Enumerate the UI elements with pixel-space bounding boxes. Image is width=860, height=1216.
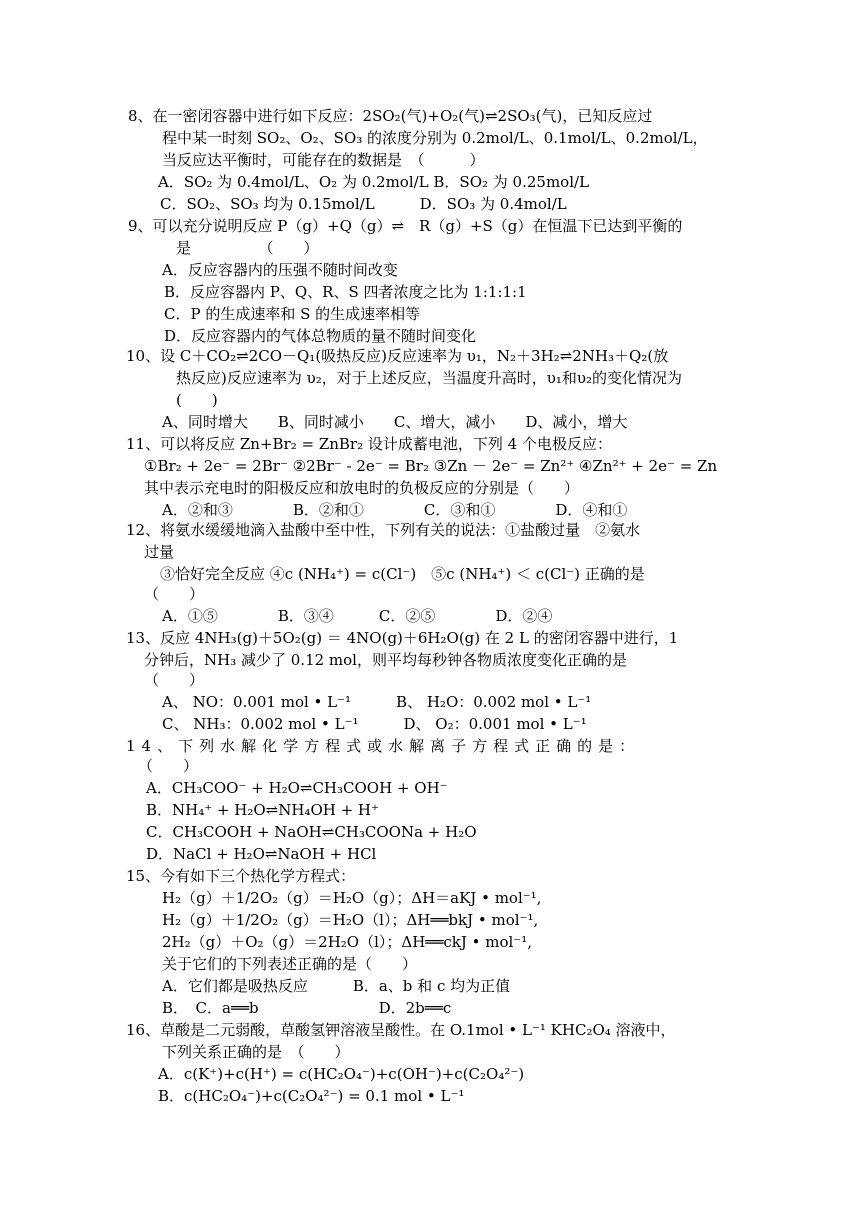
question-16-stem: 16、草酸是二元弱酸，草酸氢钾溶液呈酸性。在 O.1mol • L⁻¹ KHC₂O₄ 溶液中， bbox=[126, 1021, 676, 1039]
question-12-stem-cont: 过量 bbox=[144, 543, 175, 561]
question-9-stem-cont: 是 （ ） bbox=[176, 239, 319, 257]
question-15-equation-3: 2H₂（g）＋O₂（g）＝2H₂O（l）；ΔH══ckJ • mol⁻¹, bbox=[162, 933, 532, 951]
question-12-options: A．①⑤ B．③④ C．②⑤ D．②④ bbox=[162, 607, 553, 625]
question-14-stem: 14、下列水解化学方程式或水解离子方程式正确的是： bbox=[126, 737, 641, 755]
question-15-stem: 15、今有如下三个热化学方程式： bbox=[126, 867, 356, 885]
question-8-stem-cont: 当反应达平衡时，可能存在的数据是 （ ） bbox=[162, 151, 485, 169]
question-8-stem: 8、在一密闭容器中进行如下反应：2SO₂(气)+O₂(气)⇌2SO₃(气)，已知反应过 bbox=[128, 107, 653, 125]
question-13-stem: 13、反应 4NH₃(g)＋5O₂(g) ＝ 4NO(g)＋6H₂O(g) 在 2 L 的密闭容器中进行，1 bbox=[126, 629, 679, 647]
question-13-stem-cont: （ ） bbox=[144, 671, 205, 689]
question-15-equation-1: H₂（g）＋1/2O₂（g）＝H₂O（g）；ΔH＝aKJ • mol⁻¹, bbox=[162, 889, 542, 907]
question-13-options: C、 NH₃：0.002 mol • L⁻¹ D、 O₂：0.001 mol • L⁻¹ bbox=[162, 715, 587, 733]
question-9-option-c: C．P 的生成速率和 S 的生成速率相等 bbox=[164, 305, 421, 323]
question-9-stem: 9、可以充分说明反应 P（g）+Q（g）⇌ R（g）+S（g）在恒温下已达到平衡的 bbox=[128, 217, 683, 235]
question-13-stem-cont: 分钟后，NH₃ 减少了 0.12 mol，则平均每秒钟各物质浓度变化正确的是 bbox=[144, 651, 627, 669]
question-15-equation-2: H₂（g）＋1/2O₂（g）＝H₂O（l）；ΔH══bkJ • mol⁻¹, bbox=[162, 911, 539, 929]
question-8-stem-cont: 程中某一时刻 SO₂、O₂、SO₃ 的浓度分别为 0.2mol/L、0.1mol/L、0.2mol/L， bbox=[162, 129, 708, 147]
question-15-options: A．它们都是吸热反应 B．a、b 和 c 均为正值 bbox=[162, 977, 511, 995]
question-11-stem-cont: 其中表示充电时的阳极反应和放电时的负极反应的分别是（ ） bbox=[144, 479, 580, 497]
question-12-stem: 12、将氨水缓缓地滴入盐酸中至中性，下列有关的说法：①盐酸过量 ②氨水 bbox=[126, 521, 641, 539]
question-10-stem: 10、设 C＋CO₂⇌2CO－Q₁(吸热反应)反应速率为 υ₁，N₂＋3H₂⇌2NH₃＋Q₂(放 bbox=[126, 347, 669, 365]
question-8-options: A．SO₂ 为 0.4mol/L、O₂ 为 0.2mol/L B．SO₂ 为 0.25mol/L bbox=[158, 173, 590, 191]
question-14-option-a: A．CH₃COO⁻ + H₂O⇌CH₃COOH + OH⁻ bbox=[146, 779, 448, 797]
question-10-stem-cont: 热反应)反应速率为 υ₂，对于上述反应，当温度升高时，υ₁和υ₂的变化情况为 bbox=[176, 369, 683, 387]
question-9-option-b: B．反应容器内 P、Q、R、S 四者浓度之比为 1:1:1:1 bbox=[164, 283, 527, 301]
question-14-option-b: B．NH₄⁺ + H₂O⇌NH₄OH + H⁺ bbox=[146, 801, 379, 819]
question-14-option-c: C．CH₃COOH + NaOH⇌CH₃COONa + H₂O bbox=[146, 823, 477, 841]
question-12-stem-cont: ③恰好完全反应 ④c (NH₄⁺) = c(Cl⁻) ⑤c (NH₄⁺) ＜ c(Cl⁻) 正确的是 bbox=[160, 565, 645, 583]
question-15-stem-cont: 关于它们的下列表述正确的是（ ） bbox=[162, 955, 418, 973]
question-14-option-d: D．NaCl + H₂O⇌NaOH + HCl bbox=[146, 845, 377, 863]
question-9-option-d: D．反应容器内的气体总物质的量不随时间变化 bbox=[164, 327, 477, 345]
question-15-options: B． C．a══b D．2b══c bbox=[162, 999, 452, 1017]
question-10-options: A、同时增大 B、同时减小 C、增大，减小 D、减小，增大 bbox=[162, 413, 628, 431]
question-16-option-b: B．c(HC₂O₄⁻)+c(C₂O₄²⁻) = 0.1 mol • L⁻¹ bbox=[158, 1087, 465, 1105]
question-11-stem: 11、可以将反应 Zn+Br₂ = ZnBr₂ 设计成蓄电池，下列 4 个电极反应： bbox=[126, 435, 612, 453]
question-9-option-a: A．反应容器内的压强不随时间改变 bbox=[162, 261, 398, 279]
question-16-stem-cont: 下列关系正确的是 （ ） bbox=[162, 1043, 350, 1061]
question-12-stem-cont: （ ） bbox=[144, 585, 205, 603]
question-14-stem-cont: （ ） bbox=[138, 757, 199, 775]
question-16-option-a: A．c(K⁺)+c(H⁺) = c(HC₂O₄⁻)+c(OH⁻)+c(C₂O₄²⁻) bbox=[158, 1065, 525, 1083]
question-8-options: C．SO₂、SO₃ 均为 0.15mol/L D．SO₃ 为 0.4mol/L bbox=[160, 195, 567, 213]
question-10-stem-cont: ( ) bbox=[176, 391, 218, 409]
question-13-options: A、 NO：0.001 mol • L⁻¹ B、 H₂O：0.002 mol • L⁻¹ bbox=[162, 693, 592, 711]
question-11-reactions: ①Br₂ + 2e⁻ = 2Br⁻ ②2Br⁻ - 2e⁻ = Br₂ ③Zn － 2e⁻ = Zn²⁺ ④Zn²⁺ + 2e⁻ = Zn bbox=[144, 457, 718, 475]
question-11-options: A．②和③ B．②和① C．③和① D．④和① bbox=[162, 501, 628, 519]
